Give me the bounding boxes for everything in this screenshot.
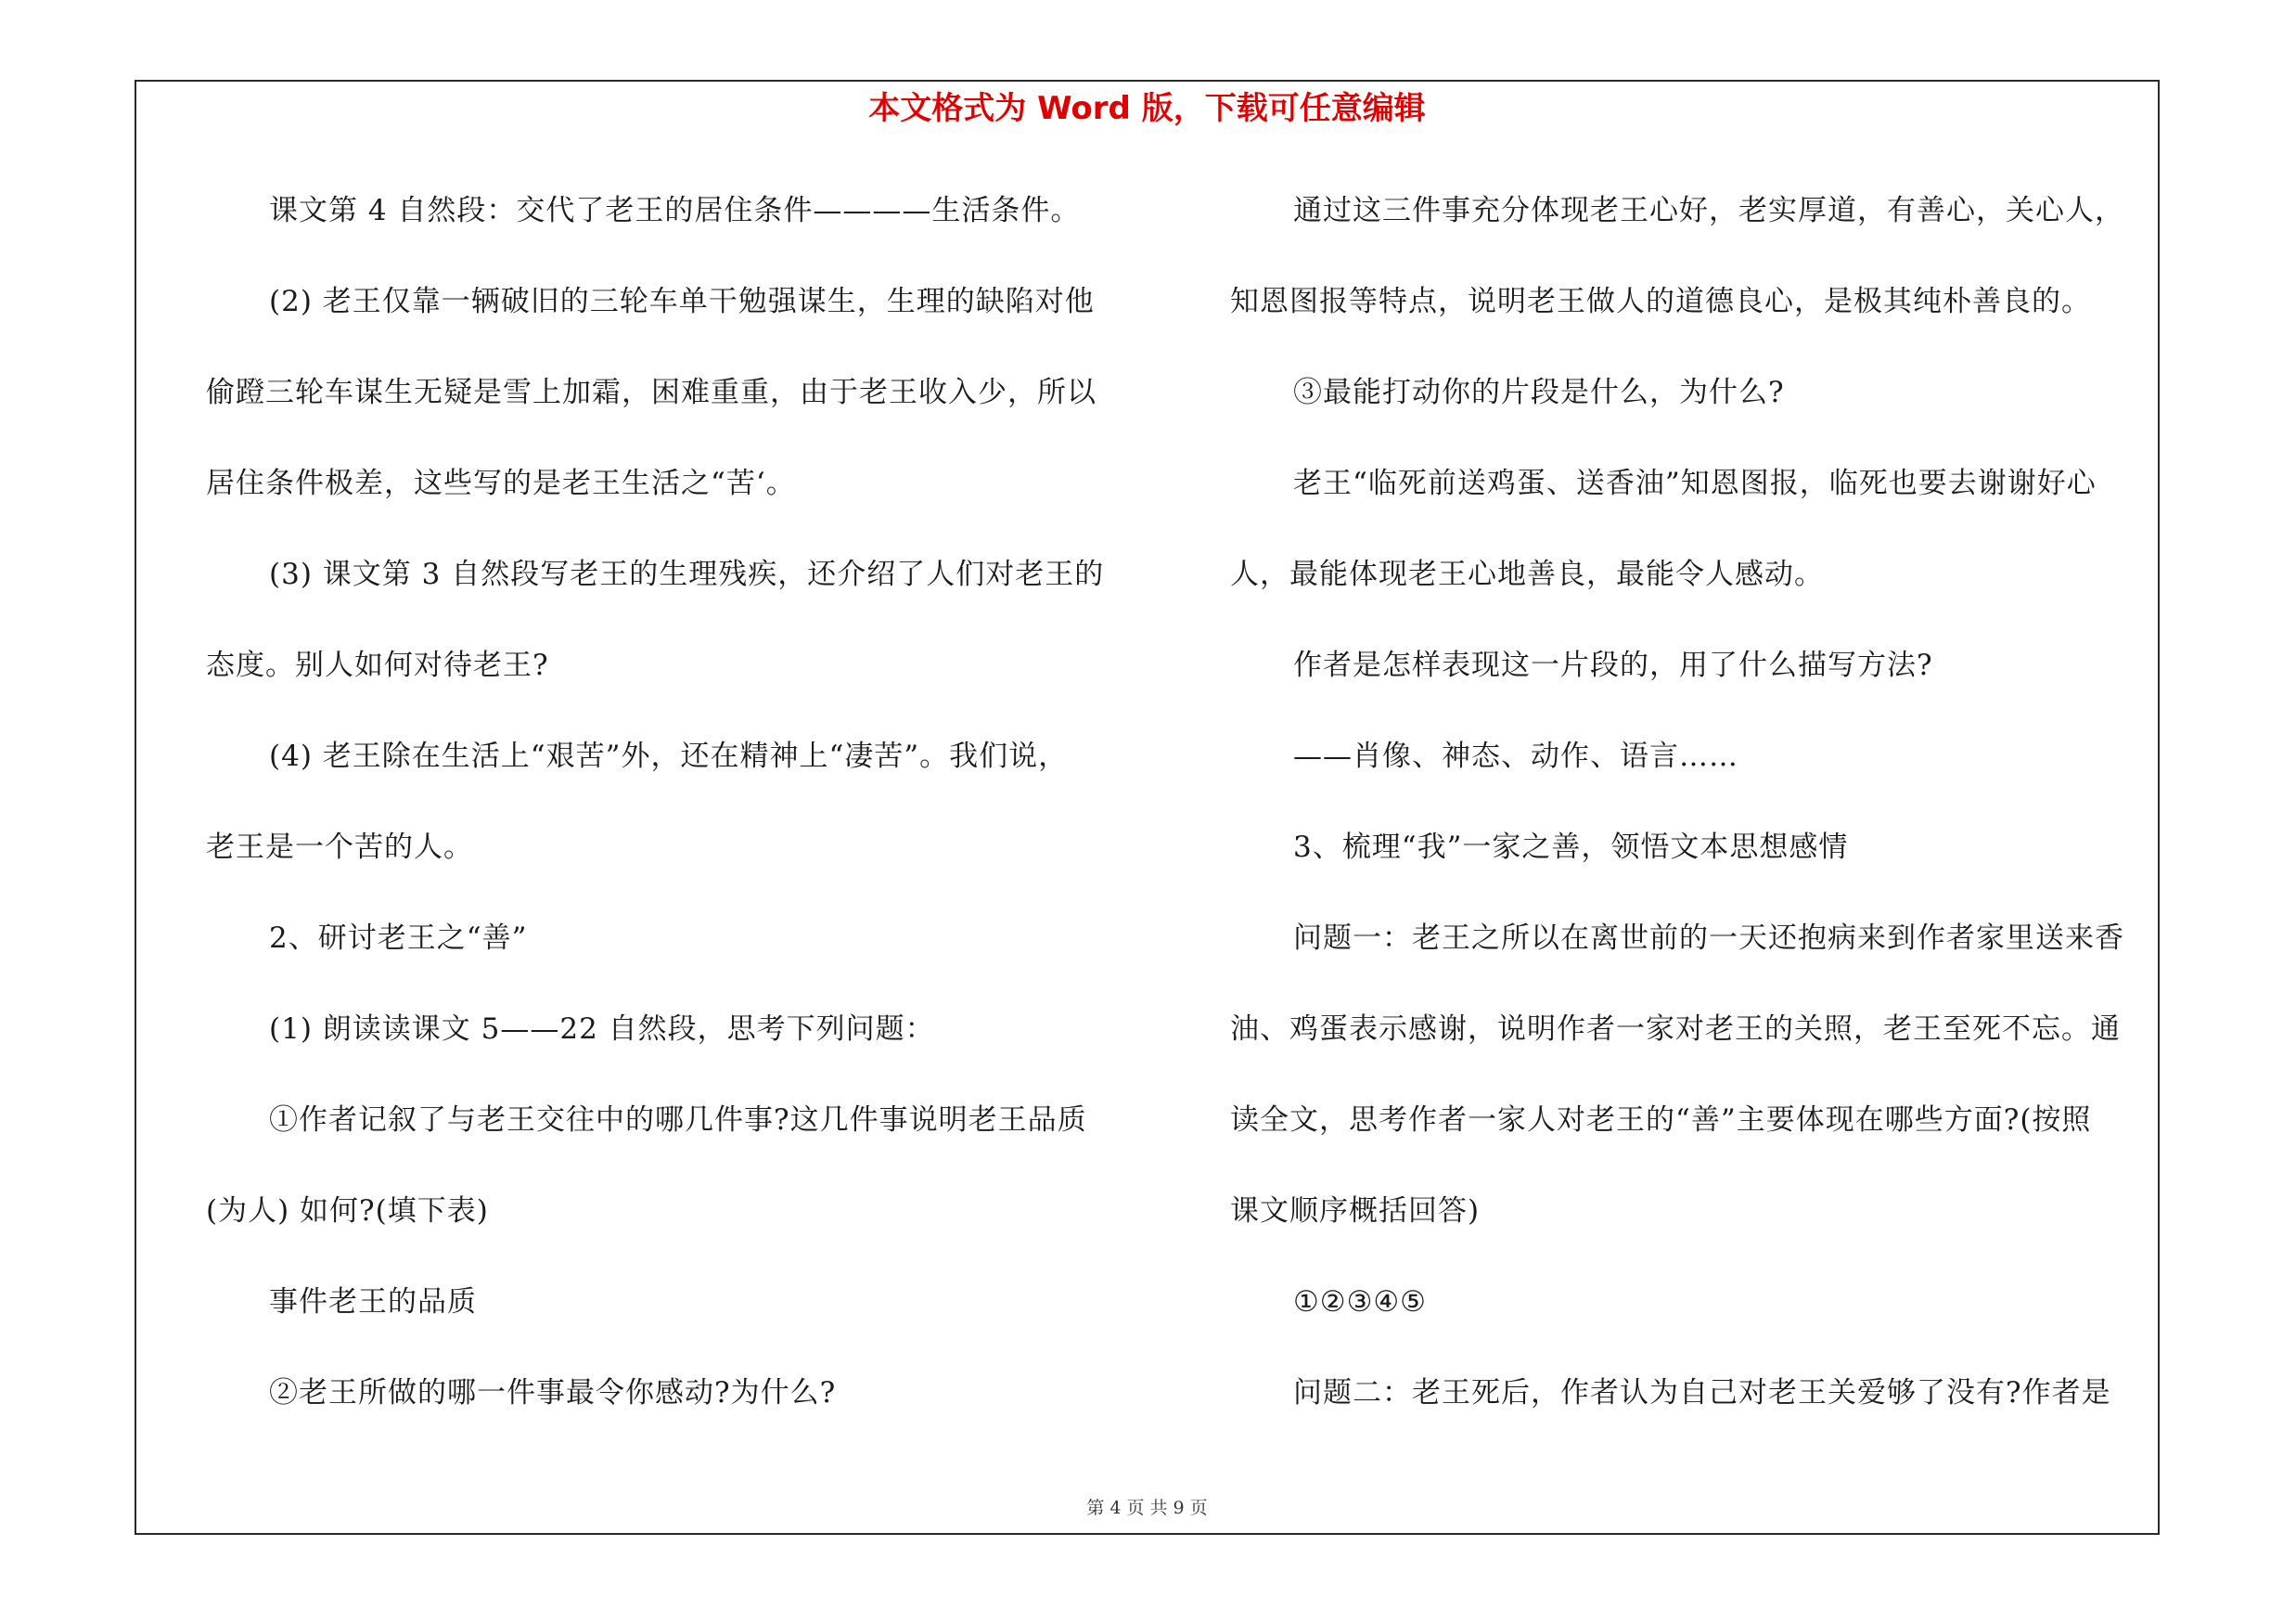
left-column [206, 183, 1143, 1456]
section-heading: 2、研讨老王之“善” [269, 921, 528, 955]
paragraph-line: 态度。别人如何对待老王? [206, 649, 549, 682]
paragraph-line: 课文顺序概括回答) [1230, 1194, 1481, 1228]
paragraph-line: (4) 老王除在生活上“艰苦”外，还在精神上“凄苦”。我们说， [269, 740, 1069, 773]
paragraph-line: 课文第 4 自然段：交代了老王的居住条件————生活条件。 [269, 194, 1081, 227]
paragraph-line: 读全文，思考作者一家人对老王的“善”主要体现在哪些方面?(按照 [1230, 1103, 2092, 1137]
paragraph-line: 作者是怎样表现这一片段的，用了什么描写方法? [1293, 649, 1933, 682]
paragraph-line: 油、鸡蛋表示感谢，说明作者一家对老王的关照，老王至死不忘。通 [1230, 1012, 2121, 1046]
paragraph-line: 人，最能体现老王心地善良，最能令人感动。 [1230, 558, 1824, 591]
paragraph-line: (3) 课文第 3 自然段写老王的生理残疾，还介绍了人们对老王的 [269, 558, 1105, 591]
paragraph-line: 老王“临死前送鸡蛋、送香油”知恩图报，临死也要去谢谢好心 [1293, 467, 2097, 500]
paragraph-line: ①②③④⑤ [1293, 1285, 1427, 1319]
paragraph-line: ③最能打动你的片段是什么，为什么? [1293, 376, 1785, 409]
paragraph-line: (为人) 如何?(填下表) [206, 1194, 489, 1228]
paragraph-line: (2) 老王仅靠一辆破旧的三轮车单干勉强谋生，生理的缺陷对他 [269, 285, 1095, 318]
section-heading: 3、梳理“我”一家之善，领悟文本思想感情 [1293, 831, 1849, 864]
document-header: 本文格式为 Word 版，下载可任意编辑 [868, 90, 1426, 127]
paragraph-line: 知恩图报等特点，说明老王做人的道德良心，是极其纯朴善良的。 [1230, 285, 2091, 318]
paragraph-line: 事件老王的品质 [269, 1285, 477, 1319]
paragraph-line: 居住条件极差，这些写的是老王生活之“苦‘。 [206, 467, 796, 500]
paragraph-line: (1) 朗读读课文 5——22 自然段，思考下列问题： [269, 1012, 935, 1046]
page-number-footer: 第 4 页 共 9 页 [1086, 1498, 1208, 1518]
paragraph-line: ①作者记叙了与老王交往中的哪几件事?这几件事说明老王品质 [269, 1103, 1087, 1137]
paragraph-line: ——肖像、神态、动作、语言…… [1293, 740, 1738, 773]
paragraph-line: 老王是一个苦的人。 [206, 831, 473, 864]
paragraph-line: 问题二：老王死后，作者认为自己对老王关爱够了没有?作者是 [1293, 1376, 2111, 1410]
paragraph-line: 偷蹬三轮车谋生无疑是雪上加霜，困难重重，由于老王收入少，所以 [206, 376, 1097, 409]
right-column [1230, 183, 2167, 1456]
paragraph-line: ②老王所做的哪一件事最令你感动?为什么? [269, 1376, 837, 1410]
paragraph-line: 通过这三件事充分体现老王心好，老实厚道，有善心，关心人， [1293, 194, 2124, 227]
paragraph-line: 问题一：老王之所以在离世前的一天还抱病来到作者家里送来香 [1293, 921, 2124, 955]
